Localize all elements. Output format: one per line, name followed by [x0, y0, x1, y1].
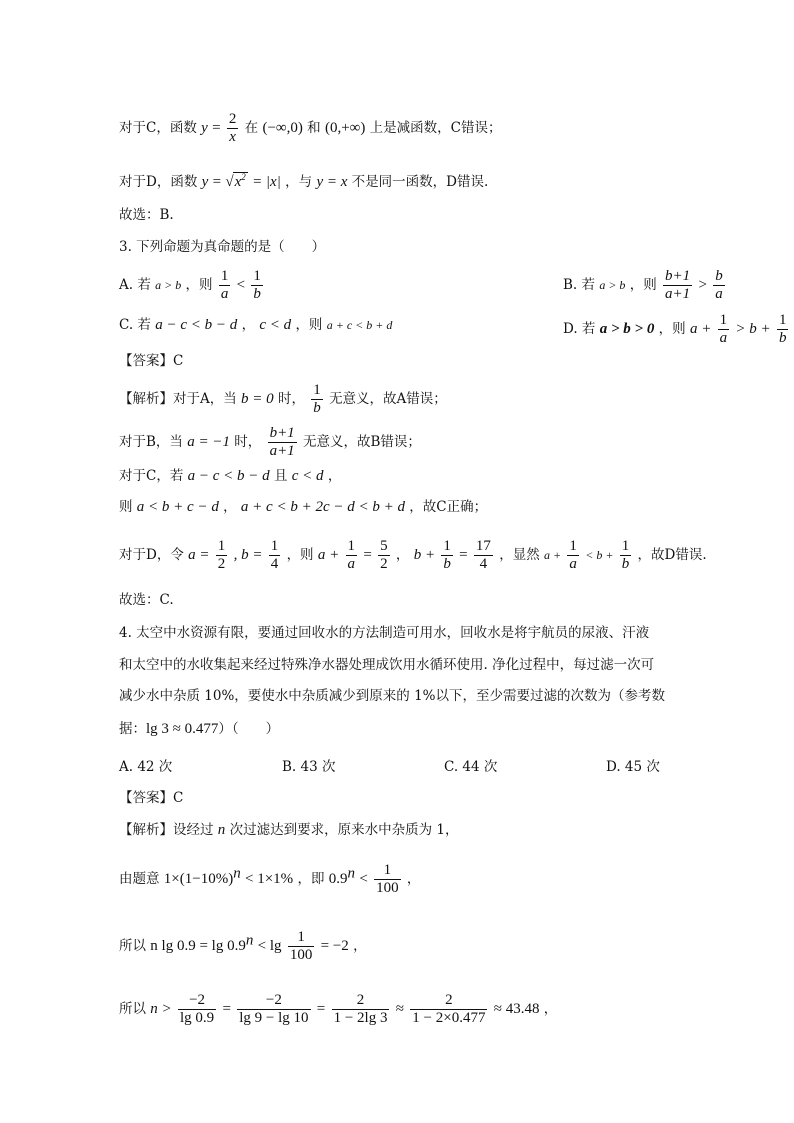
- fraction: [237, 992, 310, 1027]
- fraction: [374, 862, 401, 897]
- fraction: [567, 538, 579, 573]
- c-explanation-line: [119, 111, 502, 146]
- text: 据：: [119, 721, 146, 737]
- fraction: [216, 538, 228, 573]
- fraction: [441, 538, 453, 573]
- denominator: lg 9 − lg 10: [239, 1010, 309, 1026]
- text: 对于D，函数: [119, 174, 198, 190]
- q4-sol-4: [119, 992, 557, 1027]
- math: y = x: [316, 174, 348, 190]
- math: a − c < b − d: [187, 468, 270, 484]
- math: c < d: [291, 468, 324, 484]
- fraction: [178, 992, 216, 1027]
- math: 0.9: [328, 871, 348, 887]
- numerator: 1: [621, 538, 630, 554]
- text: B. 若: [563, 277, 596, 293]
- denominator: b: [443, 556, 451, 572]
- text: ，: [406, 871, 421, 887]
- math: <: [236, 277, 246, 293]
- exponent: n: [233, 865, 241, 882]
- q4-option-d: D. 45 次: [606, 759, 660, 775]
- math: a > b: [155, 278, 182, 292]
- text: ，: [327, 468, 342, 484]
- fraction: [219, 268, 231, 303]
- q3-option-d: [563, 312, 790, 347]
- numerator: 2: [410, 992, 487, 1010]
- q3-answer: 【答案】C: [119, 353, 184, 369]
- math: a − c < b − d: [155, 317, 238, 333]
- math: y: [201, 120, 208, 136]
- text: C. 若: [119, 317, 151, 333]
- text: ，故C正确；: [409, 499, 488, 515]
- math: n >: [150, 1001, 172, 1017]
- fraction: [227, 111, 239, 146]
- numerator: 1: [288, 929, 315, 947]
- text: ，与: [285, 174, 313, 190]
- fraction: [288, 929, 315, 964]
- math: c < d: [259, 317, 292, 333]
- text: A. 若: [119, 277, 151, 293]
- q3-expl-c2: [119, 500, 487, 515]
- denominator: a: [719, 330, 728, 346]
- text: ，: [223, 499, 237, 515]
- text: 由题意: [119, 871, 160, 887]
- exponent: n: [347, 865, 356, 882]
- text: 不是同一函数，D错误.: [351, 174, 489, 190]
- text: 对于D，令: [119, 547, 184, 563]
- math: a +: [544, 548, 562, 562]
- math: <: [359, 871, 368, 887]
- fraction: [346, 538, 358, 573]
- d-explanation-line: [119, 172, 488, 190]
- denominator: a: [220, 286, 229, 302]
- math: ≈: [395, 1001, 404, 1017]
- math: a > b > 0: [599, 321, 655, 337]
- fraction: [663, 268, 692, 303]
- fraction: [718, 312, 730, 347]
- text: 无意义，故B错误；: [302, 434, 421, 450]
- text: 【解析】: [119, 391, 173, 407]
- math: b = 0: [241, 391, 274, 407]
- denominator: 100: [376, 880, 399, 896]
- text: ，故D错误.: [637, 547, 707, 563]
- math: =: [212, 120, 221, 136]
- text: ，即: [297, 871, 325, 887]
- math: a > b: [599, 278, 626, 292]
- q3-option-a: [119, 268, 723, 303]
- text: 对于A，当: [173, 391, 237, 407]
- q4-para-2: 和太空中的水收集起来经过特殊净水器处理成饮用水循环使用. 净化过程中，每过滤一次可: [119, 657, 655, 673]
- math: = −2: [320, 938, 349, 954]
- math: a +: [689, 321, 712, 337]
- denominator: a+1: [665, 286, 691, 302]
- math: a + c < b + 2c − d < b + d: [240, 499, 405, 515]
- numerator: 1: [313, 382, 321, 398]
- numerator: 1: [374, 862, 401, 880]
- math: =: [363, 547, 372, 563]
- sqrt-symbol: √: [225, 174, 234, 190]
- text: ，则: [286, 547, 314, 563]
- denominator: b: [253, 286, 261, 302]
- q3-option-b: [563, 268, 727, 303]
- math: n: [217, 822, 226, 838]
- text: 对于C，若: [119, 468, 184, 484]
- text: 对于C，函数: [119, 120, 197, 136]
- math: lg 3 ≈ 0.477: [146, 721, 219, 737]
- numerator: 2: [228, 111, 237, 127]
- math: a = −1: [187, 434, 230, 450]
- text: 所以: [119, 1001, 146, 1017]
- denominator: a: [569, 556, 577, 572]
- denominator: x: [229, 129, 236, 145]
- fraction: [332, 992, 390, 1027]
- denominator: 4: [479, 556, 488, 572]
- fraction: [777, 312, 789, 347]
- math: =: [212, 174, 222, 190]
- numerator: 2: [332, 992, 390, 1010]
- q4-option-a: A. 42 次: [119, 759, 173, 775]
- fraction: [620, 538, 632, 573]
- fraction: [713, 268, 725, 303]
- text: ，则: [658, 321, 686, 337]
- fraction: [474, 538, 493, 573]
- numerator: 5: [380, 538, 388, 554]
- numerator: b+1: [665, 268, 691, 284]
- exponent: n: [245, 932, 254, 949]
- math: b +: [413, 547, 436, 563]
- text: ）（ ）: [218, 721, 280, 737]
- text: 所以: [119, 938, 146, 954]
- denominator: lg 0.9: [179, 1010, 215, 1026]
- fraction: [410, 992, 487, 1027]
- q3-title: 3. 下列命题为真命题的是（ ）: [119, 239, 326, 255]
- text: 且: [273, 468, 288, 484]
- math: =: [222, 1001, 231, 1017]
- denominator: 1 − 2lg 3: [333, 1010, 388, 1026]
- math: =: [316, 1001, 326, 1017]
- math: < lg: [257, 938, 282, 954]
- math: =: [459, 547, 468, 563]
- denominator: 2: [380, 556, 388, 572]
- q4-answer: 【答案】C: [119, 790, 184, 806]
- text: 时，: [277, 391, 305, 407]
- choose-b: 故选：B.: [119, 207, 174, 223]
- text: 对于B，当: [119, 434, 183, 450]
- q4-sol-2: [119, 862, 420, 897]
- fraction: [269, 538, 281, 573]
- text: ，: [353, 938, 367, 954]
- denominator: b: [778, 330, 787, 346]
- choose-c: 故选：C.: [119, 592, 174, 608]
- numerator: 1: [719, 312, 728, 328]
- numerator: 1: [270, 538, 279, 554]
- math: a + c < b + d: [326, 318, 393, 332]
- math: a +: [317, 547, 340, 563]
- text: 则: [119, 499, 133, 515]
- text: 在: [244, 120, 259, 136]
- q4-para-3: 减少水中杂质 10%，要使水中杂质减少到原来的 1%以下，至少需要过滤的次数为（参考数: [119, 688, 666, 704]
- q3-expl-a: [119, 382, 447, 417]
- denominator: a+1: [269, 443, 295, 459]
- numerator: 1: [220, 268, 229, 284]
- exponent: 2: [241, 172, 246, 182]
- q4-option-b: B. 43 次: [282, 759, 336, 775]
- q3-option-c: [119, 312, 787, 346]
- q4-para-4: [119, 722, 279, 737]
- q3-expl-d: [119, 538, 707, 573]
- fraction: [311, 382, 323, 417]
- math: , b =: [233, 547, 263, 563]
- math: > b +: [735, 321, 771, 337]
- math: >: [698, 277, 707, 293]
- q4-para-1: 4. 太空中水资源有限，要通过回收水的方法制造可用水，回收水是将宇航员的尿液、汗液: [119, 625, 650, 641]
- math: n lg 0.9 = lg 0.9: [150, 938, 246, 954]
- denominator: 1 − 2×0.477: [412, 1010, 486, 1026]
- text: ，: [241, 317, 256, 333]
- fraction: [251, 268, 263, 303]
- q4-option-c: C. 44 次: [444, 759, 498, 775]
- fraction: [268, 425, 297, 460]
- text: 时，: [234, 434, 262, 450]
- math: 1×(1−10%): [163, 871, 234, 887]
- math: a =: [188, 547, 210, 563]
- denominator: b: [313, 400, 321, 416]
- text: 上是减函数，C错误；: [369, 120, 502, 136]
- numerator: 17: [475, 538, 491, 554]
- denominator: 4: [270, 556, 279, 572]
- denominator: 2: [217, 556, 226, 572]
- numerator: b+1: [269, 425, 295, 441]
- fraction: [378, 538, 390, 573]
- text: ，显然: [499, 547, 540, 563]
- math: (−∞,0): [262, 120, 303, 136]
- math: = |x|: [252, 174, 281, 190]
- math: a < b + c − d: [136, 499, 219, 515]
- numerator: 1: [253, 268, 261, 284]
- numerator: 1: [443, 538, 451, 554]
- math: < 1×1%: [245, 871, 294, 887]
- numerator: 1: [347, 538, 356, 554]
- numerator: 1: [217, 538, 226, 554]
- text: ，: [395, 547, 410, 563]
- denominator: a: [347, 556, 356, 572]
- text: 无意义，故A错误；: [329, 391, 447, 407]
- text: ，则: [185, 277, 213, 293]
- numerator: −2: [178, 992, 216, 1010]
- numerator: 1: [778, 312, 787, 328]
- numerator: −2: [237, 992, 310, 1010]
- text: D. 若: [563, 321, 596, 337]
- math: x: [234, 174, 242, 190]
- numerator: b: [715, 268, 723, 284]
- text: ，则: [295, 317, 323, 333]
- numerator: 1: [569, 538, 577, 554]
- text: ，则: [629, 277, 657, 293]
- text: 次过滤达到要求，原来水中杂质为 1，: [229, 822, 459, 838]
- denominator: b: [621, 556, 630, 572]
- denominator: a: [715, 286, 723, 302]
- math: (0,+∞): [324, 120, 366, 136]
- q3-expl-c: [119, 469, 341, 484]
- text: ，: [543, 1001, 558, 1017]
- math: y: [201, 174, 209, 190]
- q3-expl-b: [119, 425, 421, 460]
- text: 【解析】设经过: [119, 822, 214, 838]
- math: < b +: [585, 548, 614, 562]
- denominator: 100: [289, 947, 313, 963]
- text: 和: [307, 120, 321, 136]
- q4-sol-1: [119, 823, 458, 838]
- radicand: [233, 172, 248, 190]
- q4-sol-3: [119, 929, 367, 964]
- math: ≈ 43.48: [493, 1001, 540, 1017]
